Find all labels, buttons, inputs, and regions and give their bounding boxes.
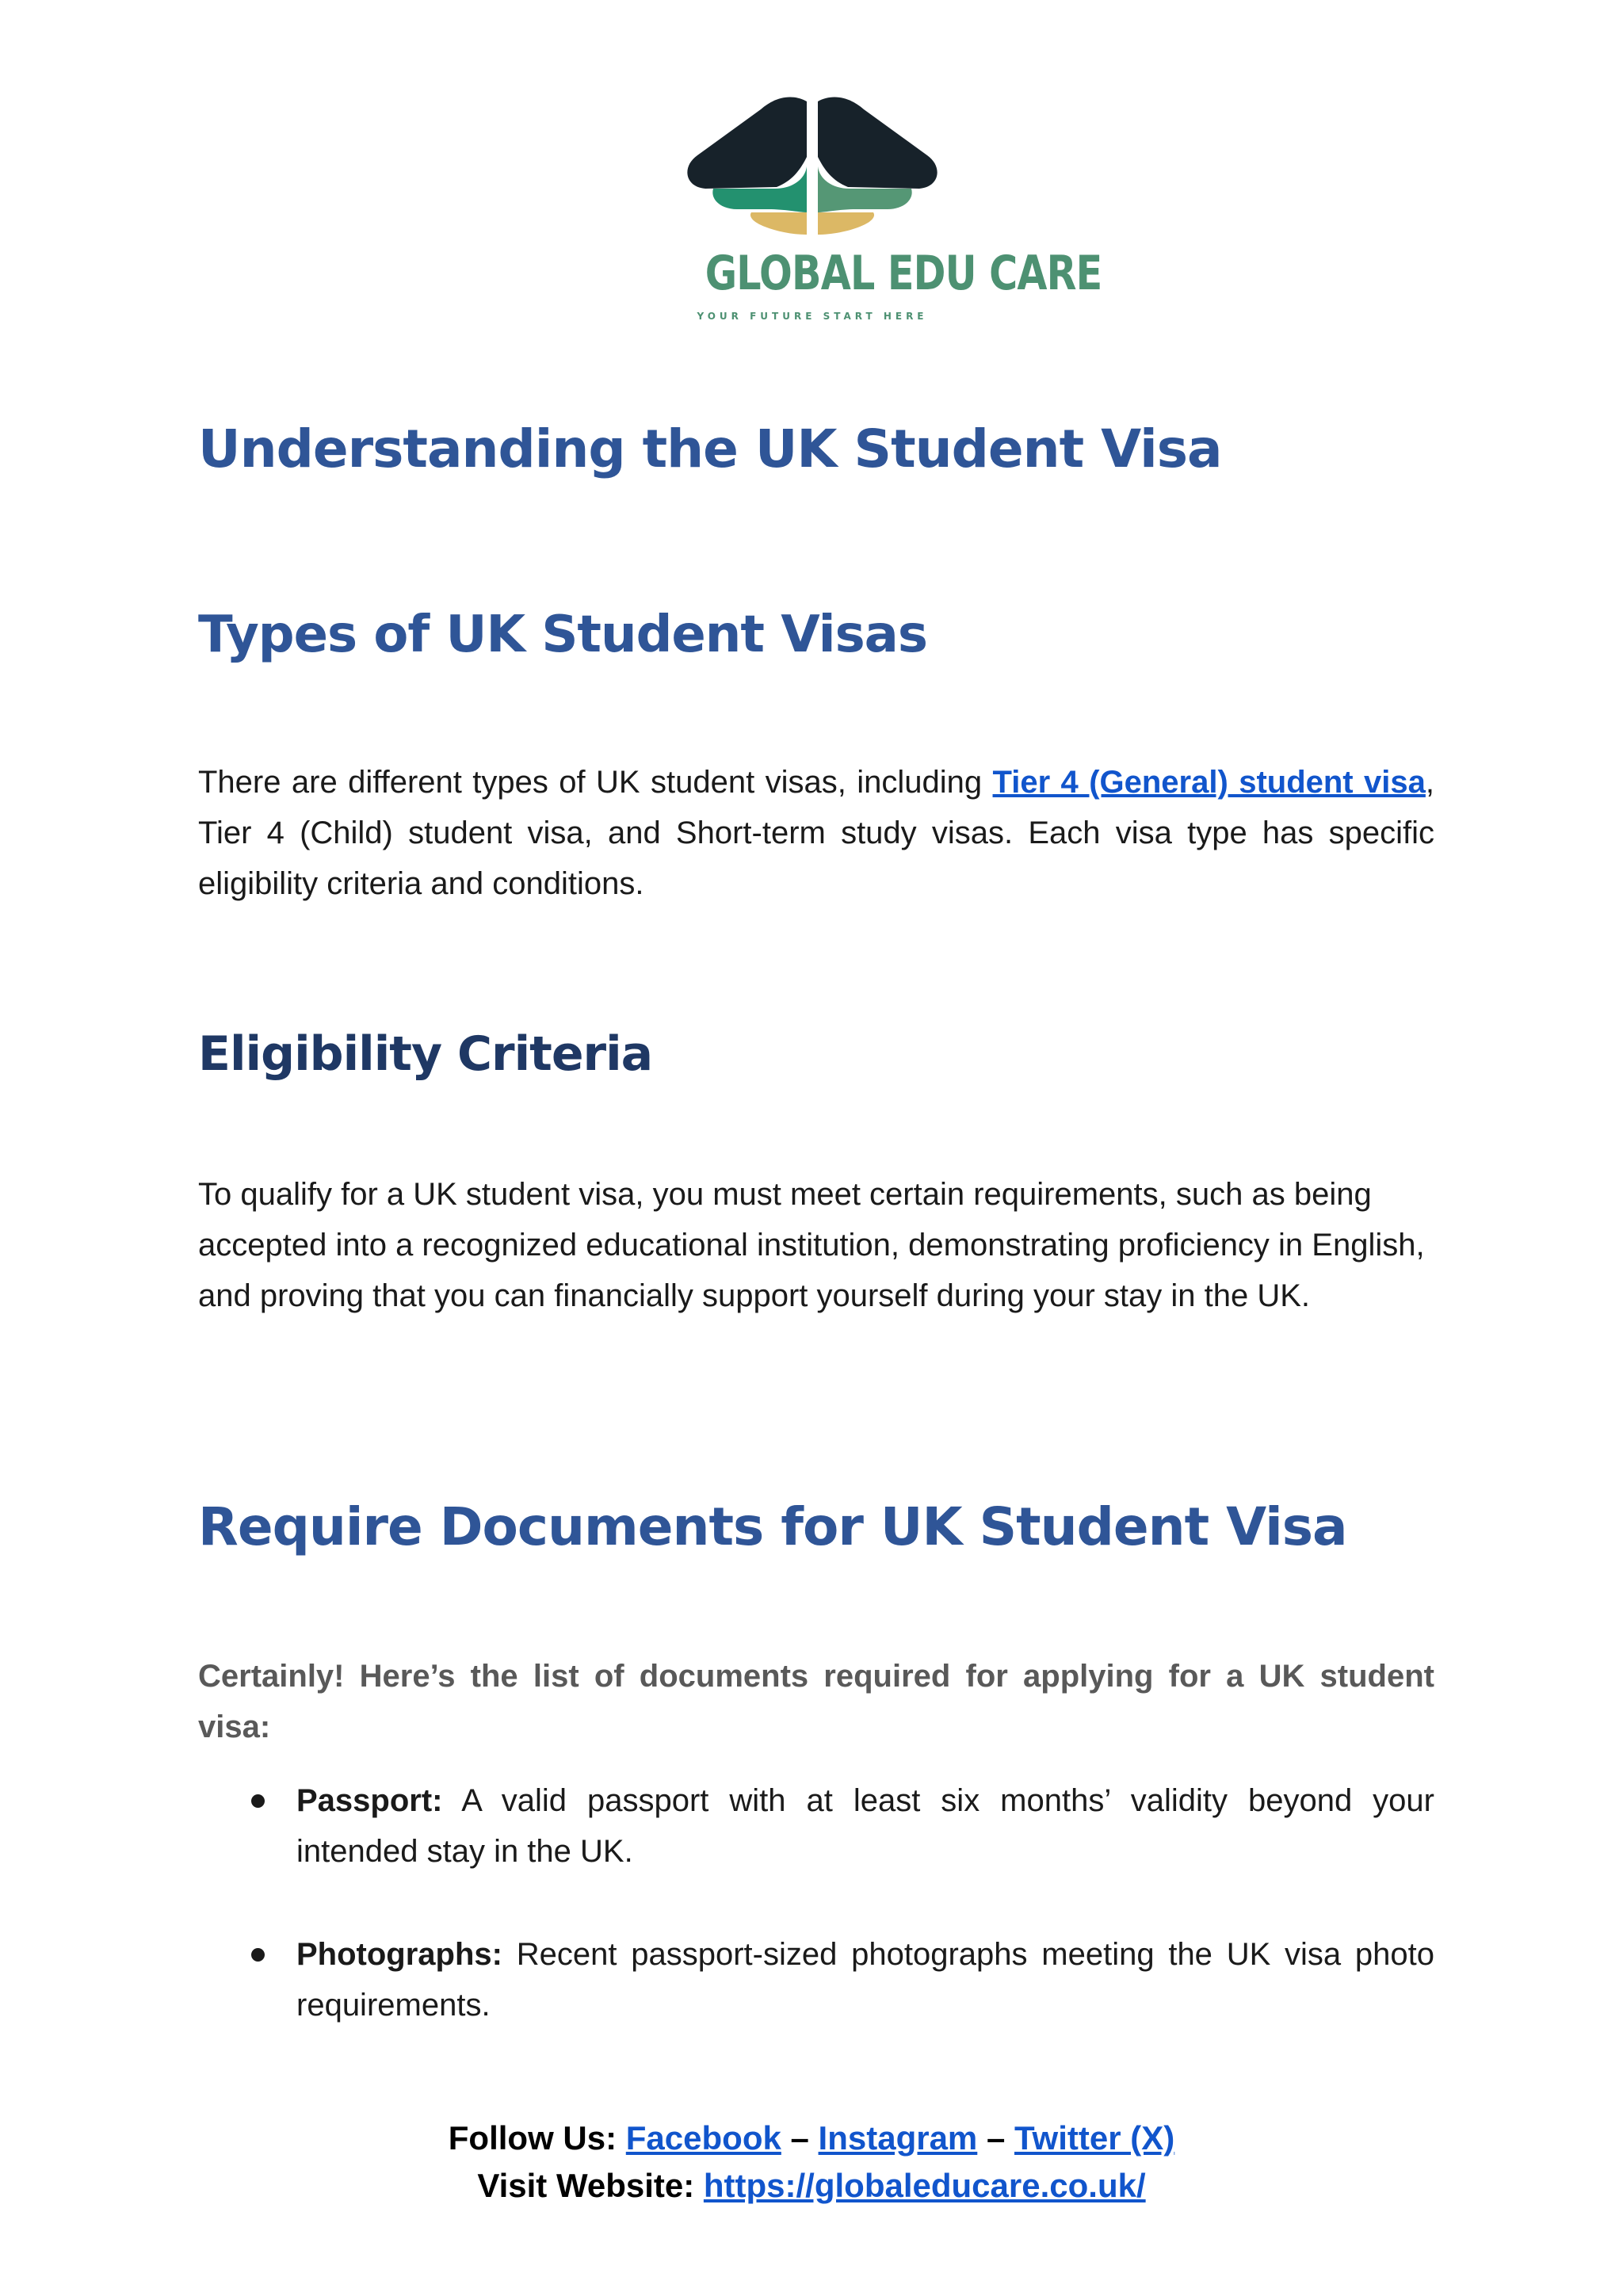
facebook-link[interactable]: Facebook: [625, 2119, 781, 2157]
company-logo: [682, 94, 1102, 331]
bullet-dot-icon: [251, 1948, 265, 1962]
book-leaf-logo-icon: [682, 94, 943, 236]
separator: –: [977, 2119, 1014, 2157]
list-item-photographs: [198, 1929, 1434, 2030]
list-item-text: A valid passport with at least six months’ validity beyond your intended stay in the UK.: [296, 1783, 1434, 1869]
page-title: Understanding the UK Student Visa: [198, 418, 1222, 479]
list-item-label: Photographs:: [296, 1937, 502, 1972]
eligibility-paragraph: To qualify for a UK student visa, you must meet certain requirements, such as being accepted into a recognized educational institution, demonstrating proficiency in English, and proving that you can financially support yourself during your stay in the UK.: [198, 1177, 1425, 1313]
tier4-general-link[interactable]: Tier 4 (General) student visa: [992, 765, 1426, 800]
separator: –: [781, 2119, 819, 2157]
footer: [0, 2115, 1623, 2210]
instagram-link[interactable]: Instagram: [818, 2119, 978, 2157]
logo-tagline: YOUR FUTURE START HERE: [697, 311, 928, 322]
bullet-dot-icon: [251, 1794, 265, 1808]
eligibility-heading: Eligibility Criteria: [198, 1026, 653, 1082]
website-line: [0, 2162, 1623, 2210]
twitter-link[interactable]: Twitter (X): [1014, 2119, 1175, 2157]
logo-name: GLOBAL EDU CARE: [705, 246, 1102, 301]
list-item-text: Recent passport-sized photographs meeting the UK visa photo requirements.: [296, 1937, 1434, 2023]
documents-intro: Certainly! Here’s the list of documents required for applying for a UK student visa:: [198, 1659, 1434, 1744]
types-paragraph: [198, 757, 1434, 909]
documents-heading: Require Documents for UK Student Visa: [198, 1496, 1347, 1557]
website-link[interactable]: https://globaleducare.co.uk/: [703, 2167, 1146, 2204]
follow-label: Follow Us:: [448, 2119, 626, 2157]
list-item-passport: [198, 1775, 1434, 1877]
follow-line: [0, 2115, 1623, 2162]
list-item-label: Passport:: [296, 1783, 443, 1818]
types-heading: Types of UK Student Visas: [198, 606, 927, 664]
types-text-before: There are different types of UK student visas, including: [198, 765, 993, 800]
website-label: Visit Website:: [477, 2167, 704, 2204]
documents-list: [198, 1775, 1434, 2083]
types-text-after: , Tier 4 (Child) student visa, and Short-term study visas. Each visa type has specific eligibility criteria and conditions.: [198, 765, 1434, 901]
